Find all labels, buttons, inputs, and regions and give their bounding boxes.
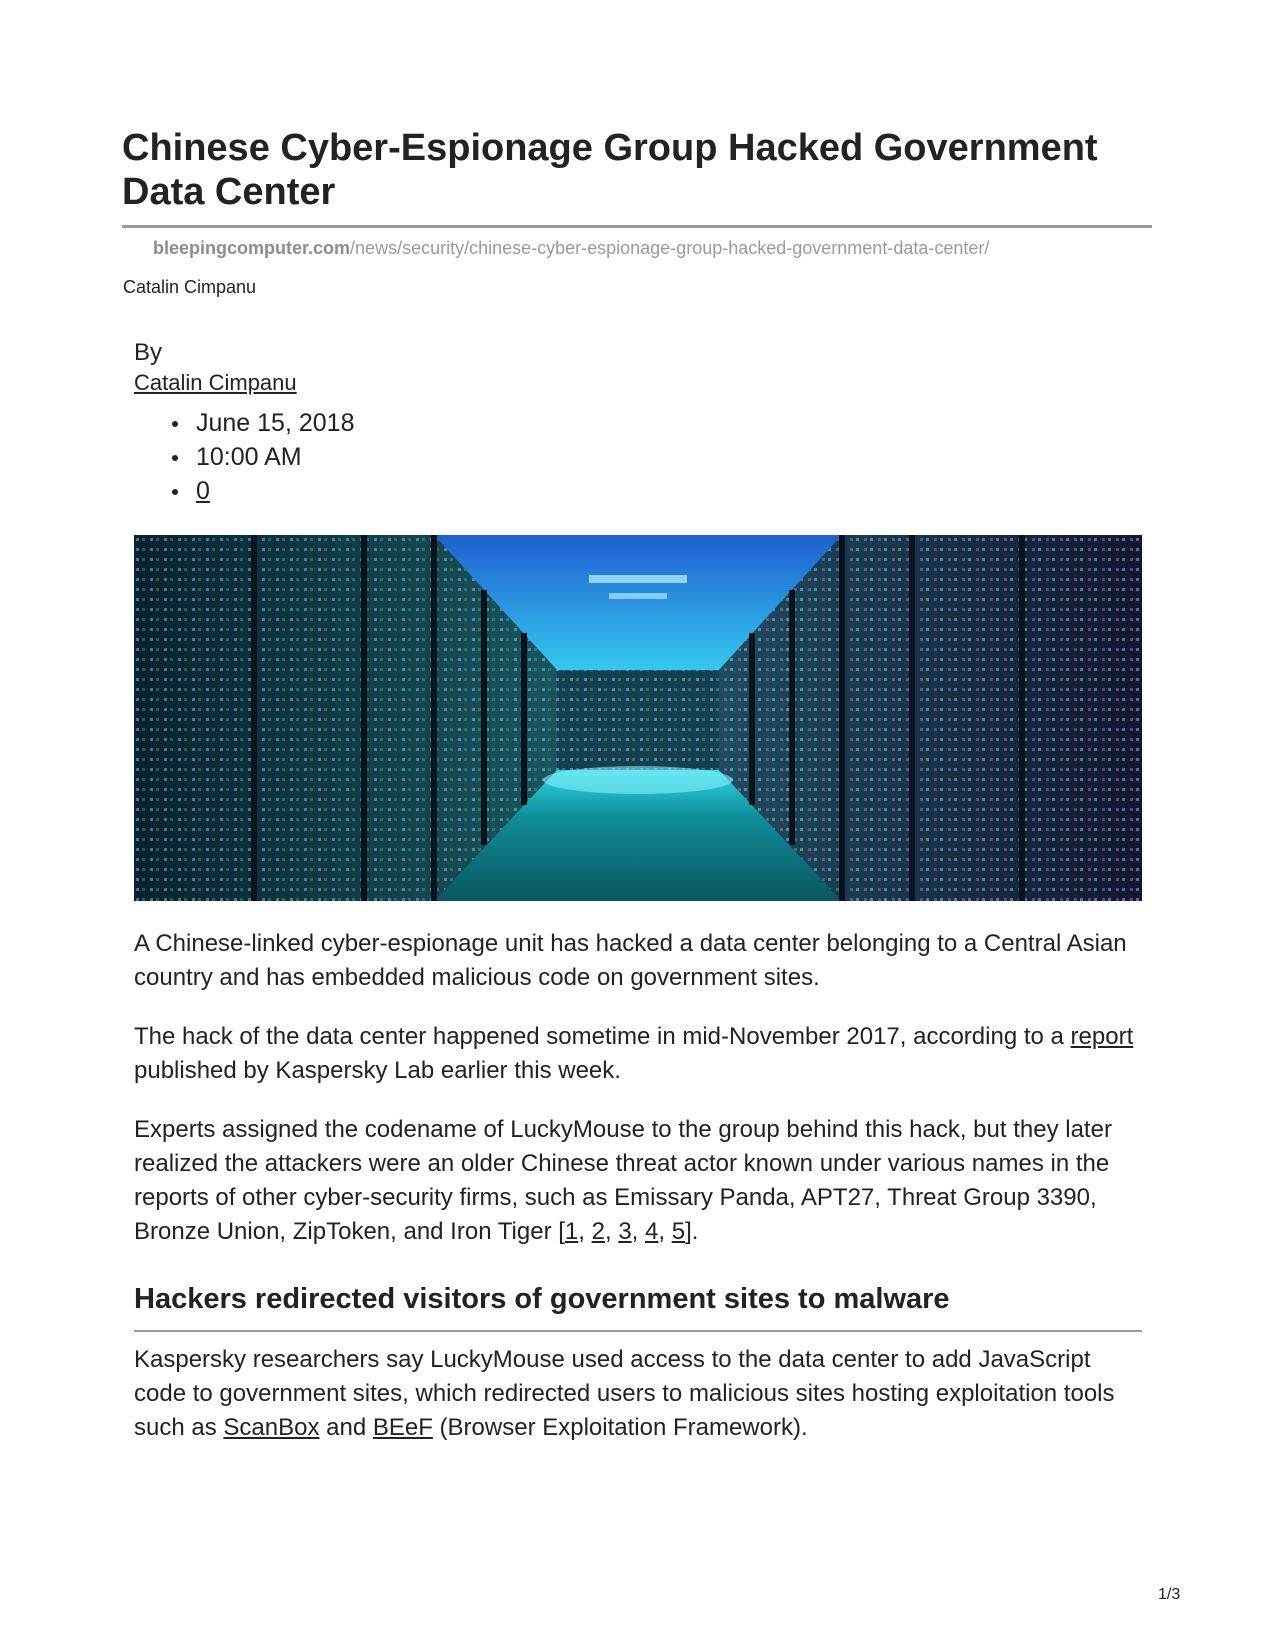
- meta-date: [168, 408, 354, 442]
- paragraph-luckymouse: Experts assigned the codename of LuckyMouse to the group behind this hack, but they later realized the attackers were an older Chinese threat actor known under various names in the reports of other cyber-security firms, such as Emissary Panda, APT27, Threat Group 3390, Bronze Union, ZipToken, and Iron Tiger [1, 2, 3, 4, 5].: [134, 1116, 1112, 1245]
- meta-comments: [168, 476, 354, 510]
- author-name: Catalin Cimpanu: [123, 277, 257, 297]
- byline-label: By: [134, 339, 163, 366]
- report-link[interactable]: report: [1070, 1023, 1134, 1050]
- beef-link[interactable]: BEeF: [372, 1414, 433, 1441]
- author-link[interactable]: Catalin Cimpanu: [134, 370, 297, 395]
- publish-date: June 15, 2018: [196, 409, 355, 437]
- comments-count-link[interactable]: 0: [196, 477, 210, 505]
- reference-link-3[interactable]: 3: [618, 1218, 632, 1245]
- source-url[interactable]: [153, 238, 989, 259]
- section-divider: [134, 1330, 1142, 1332]
- reference-link-4[interactable]: 4: [645, 1218, 659, 1245]
- p3-text-end: ].: [685, 1218, 699, 1245]
- p3-text: Experts assigned the codename of LuckyMouse to the group behind this hack, but they later realized the attackers were an older Chinese threat actor known under various names in the reports of other cyber-security firms, such as Emissary Panda, APT27, Threat Group 3390, Bronze Union, ZipToken, and Iron Tiger [: [134, 1116, 1112, 1245]
- source-domain: bleepingcomputer.com: [153, 238, 351, 258]
- p4-text-mid: and: [319, 1414, 373, 1441]
- reference-link-1[interactable]: 1: [564, 1218, 579, 1245]
- p4-text-start: Kaspersky researchers say LuckyMouse used access to the data center to add JavaScript code to government sites, which redirected users to malicious sites hosting exploitation tools such as: [134, 1346, 1115, 1441]
- source-path: /news/security/chinese-cyber-espionage-group-hacked-government-data-center/: [350, 238, 990, 258]
- article-meta-list: [168, 408, 354, 510]
- title-divider: [122, 225, 1152, 228]
- p2-text-start: The hack of the data center happened sometime in mid-November 2017, according to a: [134, 1023, 1071, 1050]
- publish-time: 10:00 AM: [196, 443, 302, 471]
- p4-text-end: (Browser Exploitation Framework).: [432, 1414, 808, 1441]
- paragraph-redirect: [134, 1343, 1144, 1445]
- scanbox-link[interactable]: ScanBox: [223, 1414, 320, 1441]
- article-title: Chinese Cyber-Espionage Group Hacked Government Data Center: [122, 127, 1098, 213]
- hero-image-data-center: [134, 535, 1142, 901]
- paragraph-report: [134, 1020, 1144, 1088]
- reference-link-2[interactable]: 2: [591, 1218, 605, 1245]
- data-center-illustration: [134, 535, 1142, 901]
- page-number: 1/3: [1158, 1586, 1181, 1603]
- p2-text-end: published by Kaspersky Lab earlier this week.: [134, 1057, 621, 1084]
- section-heading: Hackers redirected visitors of government sites to malware: [134, 1283, 950, 1315]
- reference-link-5[interactable]: 5: [671, 1218, 686, 1245]
- meta-time: [168, 442, 354, 476]
- paragraph-intro: A Chinese-linked cyber-espionage unit has hacked a data center belonging to a Central Asian country and has embedded malicious code on government sites.: [134, 930, 1127, 991]
